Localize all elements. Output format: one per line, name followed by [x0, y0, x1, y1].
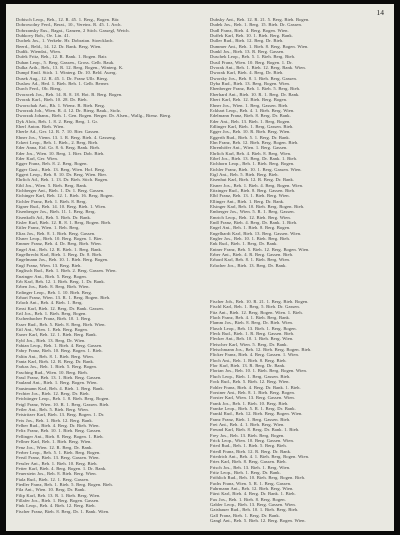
- directory-entry: Engler Jos., Beh. 10. 1. Bieh. Berg. Bieh.: [210, 236, 291, 242]
- directory-entry: Engl Franz, Wien. 13. Berg. Bieh.: [16, 262, 82, 268]
- directory-entry: Eggerth Rud., Bieh. 5. 1. Berg. Dr. Bank.: [210, 134, 290, 140]
- directory-entry: Eibl Jos., Wien. 5. Bieh. Berg. Bank.: [16, 182, 88, 188]
- directory-entry: Duschek Leop., Beh. 5. 1. Bieh. Berg. Bieh.: [210, 54, 296, 60]
- directory-entry: Filip Karl, Beh. 13. R. 1. Bieh. Berg. Wien.: [16, 492, 101, 498]
- directory-entry: Fessler Ant., Beh. 1. Bieh. 10. Berg. Bieh.: [16, 460, 98, 466]
- right-column-bottom: [210, 299, 388, 523]
- directory-entry: Eichinger Karl, Beh. 12. 1. Bieh. 16. Berg. Bogen.: [16, 193, 114, 199]
- directory-entry: Elsinger Karl, Beh. 10. Bieh. Berg. Bogen. Bieh.: [210, 204, 305, 210]
- directory-entry: Gabler Leop., Bieh. 13. Berg. Gassen. Wien.: [210, 502, 296, 508]
- directory-entry: Fenz Jos., Wien. 12. R. Berg. Dr. Bank.: [16, 444, 93, 450]
- directory-entry: Flicker Franz, Bieh. 4. Berg. Gassen. 1. Wien.: [210, 352, 300, 358]
- directory-entry: Frei Ant., Beh. 4. 1. Bieh. Berg. Wien.: [210, 421, 285, 427]
- directory-entry: Fuhrmann Ant., Beh. 12. Bieh. Berg. Wien.: [210, 486, 294, 492]
- directory-entry: Faustmann Karl, Beh. 4. Bieh. 1. Berg. Bank.: [16, 385, 104, 391]
- page-number: 14: [376, 8, 384, 17]
- directory-entry: Fürst Karl, Bieh. 4. Berg. Dr. Bank. 1. Bieh.: [210, 491, 296, 497]
- directory-entry: Elsner Leop., Bieh. 10. Berg. Bogen. 1. Bier.: [16, 236, 103, 242]
- directory-entry: Dyk Alois, Beh. 1. 8. 2. Berg. Berg. 1. Gr.: [16, 118, 99, 124]
- directory-entry: Eder Anna, Eid. Gr. 8. 6. Berg. Bank. Bieh.: [16, 145, 101, 151]
- directory-entry: Eder Jos., Wien. 10. Berg. 1. Bier. Dob. Bieh.: [16, 150, 105, 156]
- directory-entry: Duller Rud., Bieh. 12. Berg. Dr. Bieh.: [210, 38, 284, 44]
- directory-entry: Florian Jos., Beh. 10. 1. Bieh. Berg. Bogen. Wien.: [210, 368, 308, 374]
- directory-entry: Fellinger Ant., Bieh. 8. Berg. Bogen. 1. Bieh.: [16, 433, 104, 439]
- directory-entry: Emrich Leop., Beh. 12. Bieh. Berg. Wien.: [210, 214, 291, 220]
- directory-entry: Fleischmann Jos., Beh. 12. Bieh. Berg. Bogen. Bieh.: [210, 347, 312, 353]
- directory-entry: Ehrenhöfer Ant., Wien. 1. Berg. Gassen.: [210, 145, 288, 151]
- directory-entry: Ettl Ant., Wien. 1. Beh. Berg. Bogen.: [16, 326, 89, 332]
- directory-entry: Ferber Leop., Beh. 5. 1. Bieh. Berg. Bogen.: [16, 449, 101, 455]
- directory-entry: Erhard Karl, Beh. 8. 1. Bieh. Berg. Wien.: [210, 257, 291, 263]
- directory-entry: Dyba Rud., Bieh. 13. Berg. Bogen. Wien.: [210, 81, 291, 87]
- directory-entry: Engelmann Jos., Beh. 10. 1. Bieh. Berg. Bogen.: [16, 257, 109, 263]
- directory-entry: Eberhard Ant., Bieh. 10. R. 1. Berg. Dr. Bank.: [210, 91, 300, 97]
- directory-entry: Egger Jos., Beh. 10. R. Bieh. Berg. Wien.: [210, 129, 291, 135]
- directory-entry: Dufek Fritz, Beh., 12. R. Bank. 1. Bogen. Bair.: [16, 54, 108, 60]
- directory-entry: Engel Ant., Beh. 1. Bieh. 8. Berg. Bogen.: [210, 225, 291, 231]
- directory-entry: Feiler Ant., Beh. 5. Bieh. Berg. Wien.: [16, 407, 89, 413]
- directory-entry: Gangl Ant., Beh. 5. Bieh. 12. Berg. Bogen. Wien.: [210, 518, 306, 524]
- directory-entry: Fluch Leop., Bieh. 1. Berg. Gassen. Bieh.: [210, 373, 291, 379]
- directory-entry: Engel Ant., Beh. 12. R. Bieh. 1. Berg. Bank.: [16, 246, 103, 252]
- directory-entry: Dworsky Jos., Beh. 8. 1. Bieh. Berg. Gassen.: [210, 75, 298, 81]
- directory-entry: Eitler Franz, Wien. 1. Beh. Berg.: [16, 225, 80, 231]
- directory-entry: Ebenberger Franz, Beh. 1. Bieh. 5. Berg. Bieh.: [210, 86, 301, 92]
- directory-entry: Eisner Jos., Beh. 1. Bieh. 4. Berg. Bogen. Wien.: [210, 182, 304, 188]
- directory-entry: Erlach Ant., Beh. 4. Bieh. 1. Berg.: [16, 300, 83, 306]
- directory-entry: Fetter Karl, Bieh. 4. Berg. Bogen. 1. Dr. Bank.: [16, 465, 107, 471]
- directory-entry: Farkas Jos., Beh. 1. Bieh. 5. Berg. Bogen.: [16, 364, 98, 370]
- directory-entry: Fasching Rud., Wien. 10. Berg. Bieh.: [16, 369, 88, 375]
- directory-entry: Fanta Karl, Bieh. 12. R. Berg. Dr. Bank.: [16, 359, 95, 364]
- directory-entry: Fechter Jos., Bieh. 12. Berg. Dr. Bieh.: [16, 391, 90, 397]
- directory-entry: Gall Franz, Bieh. 1. Berg. Dr. Bank.: [210, 512, 280, 518]
- directory-entry: Eibel Jos., Bieh. 13. Berg. Dr. Bank. 1. Bieh.: [210, 155, 298, 161]
- directory-entry: Dusil Franz, Wien. 10. Berg. Bogen. 1. Dr.: [210, 59, 293, 65]
- directory-entry: Fröhlich Rud., Beh. 10. Bieh. Berg. Bogen. Bieh.: [210, 475, 306, 481]
- directory-entry: Dudik. Wiendat., Wien.: [16, 49, 62, 55]
- directory-entry: Erben Jos., Bieh. 8. Berg. Bieh. Wien.: [16, 284, 90, 290]
- directory-entry: Elbl Franz, Beh. 13. 1. Bieh. Berg. Wien.: [210, 193, 290, 199]
- directory-entry: Duffek Karl, Beh. 10. 1. Bieh. Berg. Bank.: [210, 33, 293, 39]
- directory-entry: Ferstl Franz, Bieh. 13. Berg. Gassen. Wien.: [16, 455, 100, 461]
- directory-entry: Duchek Jos., 1. Verkehr. Hr. Dobratan. Stoecklach.: [16, 38, 114, 44]
- directory-entry: Felber Rud., Bieh. 4. Berg. Dr. Bieh. Wien.: [16, 423, 100, 429]
- directory-entry: Dudek Jos., Beh. 1. Berg. 15. Bieh. Dr. Gassen.: [210, 22, 303, 28]
- directory-entry: Fellner Karl, Beh. 1. Bieh. Berg. Wien.: [16, 439, 92, 445]
- directory-entry: Ehrlich Karl, Beh. 4. Bieh. 8. Berg. Wien.: [210, 150, 292, 156]
- directory-entry: Endl Franz, Bieh. 4. Berg. Dr. Bank. 1. Bieh.: [210, 220, 298, 226]
- directory-entry: Flasch Leop., Beh. 13. Bieh. 1. Berg. Bogen.: [210, 325, 297, 331]
- directory-entry: Frankl Rud., Beh. 12. Bieh. Berg. Bogen. Wien.: [210, 411, 303, 417]
- directory-entry: Dworzak Joh., Wien. R. 4. 12. Dr. Bierg. Bauk., Stolz.: [16, 107, 122, 113]
- directory-entry: Fila Ant., Wien. 10. Berg. Dr. Bank.: [16, 487, 86, 493]
- directory-entry: Dworzak Johann., Bieh. 1. Gen. Bogen. Berger. Dr. Alsen., Wallg., Bienz. Bierg.: [16, 113, 172, 119]
- directory-entry: Erb Karl, Beh. 12. 1. Bieh. Berg. 1. Dr. Bank.: [16, 278, 105, 284]
- directory-entry: Dumpf Emil. Stich. 1. Winterg. Dr. 10. Beld. Auerg.: [16, 70, 117, 76]
- directory-entry: Eisenberger Jos., Bieh. 11. 1. Berg. Berg.: [16, 209, 96, 215]
- directory-entry: Erlacher Jos., Bieh. 13. Berg. Dr. Bank.: [210, 262, 287, 268]
- directory-entry: Eisenhut Karl, Bieh. 12. R. Berg. Dr. Bank.: [210, 177, 295, 183]
- directory-entry: Dubsky Ant., Beh. 12. R. 21. 5. Berg. Bieh. Bogen.: [210, 17, 310, 22]
- directory-entry: Eggert Leop., Beh. 8. 10. Dr. Berg. Wien. Bier.: [16, 171, 108, 177]
- directory-entry: Eberle Ad., Ger. 12. R. 7. 10. Bier. Gassen.: [16, 129, 100, 135]
- directory-entry: Beerd., Beld., 14. 12. Dr. Bank. Berg. Wien.: [16, 43, 102, 49]
- directory-entry: Exner Karl, Beh. 12. 1. Bieh. Berg. Bank.: [16, 332, 97, 338]
- directory-entry: Durch Ferd., Ob. Bierg.: [16, 86, 62, 92]
- directory-entry: Frank Jos., Beh. 1. Bieh. 10. Berg. Bieh.: [210, 400, 289, 406]
- directory-entry: Feigl Franz, Wien. 10. R. 1. Berg. Gassen. Bieh.: [16, 401, 110, 407]
- directory-entry: Flach Franz, Beh. 4. 1. Bieh. Berg. Bank.: [210, 315, 291, 321]
- directory-entry: Engelbrecht Karl, Bieh. 1. Berg. Dr. 8. Bieh.: [16, 252, 103, 258]
- directory-entry: Emberger Jos., Wien. 5. R. 1. Berg. Gassen.: [210, 209, 295, 215]
- directory-entry: Gaisbauer Rud., Beh. 10. 1. Bieh. Berg. Bieh.: [210, 507, 299, 513]
- directory-entry: Eder Karl, Ger. Wien.: [16, 155, 58, 161]
- directory-entry: Freund Karl, Bieh. 8. Berg. Dr. Bank. 1. Bieh.: [210, 427, 300, 433]
- directory-entry: Fabian Leop., Beh. 1. Bieh. 4. Berg. Gassen.: [16, 342, 103, 348]
- directory-entry: Edlinger Karl, Bieh. 1. Berg. Gassen. Bieh.: [210, 123, 294, 129]
- directory-entry: Fried Rud., Beh. 1. Bieh. 5. Berg. Bieh.: [210, 443, 287, 449]
- directory-entry: Eckert Leop., Beh. 1. Bieh., 2. Berg. Bieh.: [16, 139, 99, 145]
- directory-entry: Frisch Jos., Beh. 13. Bieh. 1. Berg. Wien.: [210, 464, 291, 470]
- directory-entry: Fischer Joh., Beh. 10. R. 21. 1. Berg. Bieh. Bogen.: [210, 299, 309, 304]
- directory-entry: Eisler Karl, Bieh. 12. R. 8. 1. Berg. Bogen. Bieh.: [16, 220, 112, 226]
- directory-entry: Ebner Jos., Wien. 1. Berg. Gassen. Bieh.: [210, 102, 289, 108]
- directory-entry: Dworschak Ant., Bh. 1. Wienz. B. Bieh. Berg.: [16, 102, 106, 108]
- directory-entry: Enk Rud., Bieh. 1. Berg. Dr. Bank.: [210, 241, 278, 247]
- directory-entry: Forster Karl, Wien. 13. Berg. Gassen. Wien.: [210, 395, 295, 401]
- left-column: [16, 17, 194, 514]
- directory-entry: Fux Jos., Beh. 1. Bieh. 8. Berg. Bogen.: [210, 496, 286, 502]
- directory-entry: Emmer Franz, Beh. 4. Dr. Berg. Bieh. Wien.: [16, 241, 102, 247]
- directory-entry: Faltin Ant., Beh. 8. 1. Bieh. Berg. Wien.: [16, 353, 94, 359]
- directory-entry: Ehn Franz, Beh. 12. Bieh. Berg. Bogen. Bieh.: [210, 139, 299, 145]
- directory-entry: Entner Franz, Beh. 5. Bieh. 12. Berg. Bogen. Wien.: [210, 246, 310, 252]
- directory-entry: Fries Karl, Bieh. 8. Berg. Gassen. Bieh.: [210, 459, 287, 465]
- directory-entry: Ehrlich Ad., Beh. 1. 13. Dr. Bieh. Stich. Bogen.: [16, 177, 109, 183]
- directory-entry: Eberl Anton. Bieh. Wien.: [16, 123, 65, 129]
- directory-entry: Eitzinger Rud., Bieh. 8. Berg. Gassen. Bieh.: [210, 188, 296, 193]
- directory-entry: Eichler Franz, Bieh. 10. 1. Berg. Gassen. Wien.: [210, 166, 302, 172]
- directory-entry: Erber Ant., Bieh. 4. R. Berg. Gassen. Bieh.: [210, 252, 294, 258]
- directory-entry: Dworak Karl, Bieh. 4. Berg. Dr. Bieh.: [210, 70, 284, 76]
- directory-entry: Erdinger Leop., Beh. 1. 10. Bieh. Berg.: [16, 289, 93, 295]
- directory-entry: Edelmann Franz, Bieh. 8. Berg. Dr. Bank.: [210, 113, 291, 119]
- directory-entry: Frey Jos., Beh. 13. Bieh. Berg. Bogen.: [210, 432, 285, 438]
- directory-entry: Ebert Karl, Beh. 12. Bieh. Berg. Bogen.: [210, 97, 288, 103]
- directory-entry: Fischl Karl, Beh. 1. Berg. 5. Bieh. Dr. Gassen.: [210, 304, 300, 310]
- directory-entry: Eybl Jos., Bieh. 13. Berg. Dr. Wien.: [16, 337, 86, 343]
- directory-entry: Enzinger Ant., Bieh. 5. Berg. Bogen.: [16, 273, 87, 279]
- directory-entry: Dvorak Ant., Beh. 1. Bieh. 12. Berg. Bank. Wien.: [210, 65, 306, 71]
- directory-entry: Dvoracek Jos., Beh. 14. R. 8. 18. Hot. B. Berg. Bogen.: [16, 91, 123, 97]
- directory-entry: Fassl Franz, Beh. 13. 1. Bieh. Berg. Gassen.: [16, 375, 102, 381]
- directory-entry: Fohler Franz, Bieh. 4. Berg. Dr. Bank. 1. Bieh.: [210, 384, 301, 390]
- directory-entry: Egger Franz, Beh. 8. 2. Berg. Bogen.: [16, 161, 88, 167]
- directory-entry: Engelhardt Karl, Bieh. 13. Berg. Gassen. Wien.: [210, 230, 302, 236]
- directory-entry: Franke Leop., Bieh. 5. R. 1. Berg. Dr. Bank.: [210, 405, 296, 411]
- directory-entry: Fauland Ant., Bieh. 1. Berg. Bogen. Wien.: [16, 380, 98, 386]
- directory-entry: Fitz Ant., Bieh. 12. Berg. Bogen. Wien. 1. Bieh.: [210, 309, 303, 315]
- directory-entry: Fabry Franz, Bieh. 10. Berg. Bogen. 1. Bieh.: [16, 348, 103, 354]
- directory-entry: Felix Franz, Beh. 10. 1. Bieh. Berg. Gassen.: [16, 428, 102, 434]
- directory-entry: Feichtinger Leop., Beh. 1. 8. Bieh. Berg. Bogen.: [16, 396, 110, 402]
- directory-entry: Flecker Ant., Beh. 10. 1. Bieh. Berg. Wien.: [210, 336, 294, 342]
- directory-entry: Eigner Rud., Beh. 14. 10. Berg. Bieh. 1. Wien.: [16, 204, 107, 210]
- directory-entry: Fleck Rud., Bieh. 1. R. Berg. Gassen. Bieh.: [210, 331, 295, 337]
- directory-entry: Ertl Jos., Beh. 1. Bieh. Berg. Bogen.: [16, 310, 87, 316]
- directory-entry: Elias Jos., Beh. 8. 1. Bieh. Berg. Gassen.: [16, 230, 96, 236]
- directory-entry: Dvorak Karl., Bieh. 10. 28. Dr. Bieh.: [16, 97, 88, 103]
- directory-entry: Fillafer Jos., Bieh. 1. Berg. Bogen. Gassen.: [16, 497, 100, 503]
- directory-entry: Dunkl Jos., Bieh. 13. R. Berg. Gassen.: [210, 49, 285, 55]
- right-column-top: [210, 17, 388, 268]
- directory-entry: Feix Jos., Beh. 1. Bieh. 12. Berg. Bank.: [16, 417, 93, 423]
- directory-entry: Fritz Leop., Bieh. 1. Berg. Dr. Bank.: [210, 470, 281, 475]
- directory-entry: Fleischer Karl, Wien. 5. Berg. Dr. Bank.: [210, 341, 288, 347]
- directory-entry: Fischer Franz, Bieh. 8. Berg. Dr. 1. Bank. Wien.: [16, 508, 110, 514]
- directory-entry: Forstner Ant., Beh. 8. 1. Bieh. Berg. Bogen.: [210, 389, 295, 395]
- directory-entry: Fuchs Franz, Wien. 5. R. 1. Berg. Gassen.: [210, 480, 292, 486]
- directory-entry: Eichler Franz, Beh. 1. Bieh. 8. Berg.: [16, 198, 87, 204]
- directory-entry: Eisenkolb Ad., Beh. 5. Bieh. Dr. Bank.: [16, 214, 92, 220]
- directory-entry: Duslaw Ad., Hed. 1. Bieh. Beh. 1. Gelb. Berner.: [16, 81, 110, 87]
- directory-entry: Fiala Rud., Bieh. 12. 1. Berg. Gassen.: [16, 476, 90, 482]
- directory-entry: Dubkovy Boh., Oe. Lin. 41.: [16, 33, 70, 39]
- directory-entry: Esser Rud., Beh. 5. Bieh. 8. Berg. Bieh. Wien.: [16, 321, 106, 327]
- directory-entry: Feuerstein Jos., Beh. 8. Bieh. Berg. Wien.: [16, 471, 97, 477]
- directory-entry: Flor Karl, Bieh. 13. R. Berg. Dr. Bank.: [210, 363, 286, 369]
- directory-entry: Dudl Franz, Bieh. 4. Berg. Bogen. Wien.: [210, 27, 289, 33]
- directory-entry: Eigl Ant., Beh. 5. Bieh. Berg. Bieh.: [210, 171, 279, 177]
- directory-entry: Fink Leop., Beh. 4. Bieh. 12. Berg. Bieh.: [16, 503, 96, 509]
- directory-entry: Dummer Ant., Beh. 1. Bieh. 8. Berg. Bogen. Wien.: [210, 43, 309, 49]
- directory-entry: Eckhart Leop., Beh. 4. 1. Bieh. Berg. Wien.: [210, 107, 295, 113]
- directory-entry: Floch Ant., Beh. 1. Bieh. 8. Berg. Bieh.: [210, 357, 287, 363]
- directory-entry: Dusek Aug., 12. R. 45. 1. Dr. Franz Ullr. Bierg.: [16, 75, 109, 81]
- directory-entry: Ellinger Ant., Bieh. 1. Berg. Dr. Bank.: [210, 198, 285, 204]
- directory-page: [6, 4, 394, 531]
- directory-entry: Flamm Jos., Bieh. 8. Berg. Dr. Bieh. Wien.: [210, 320, 294, 326]
- directory-entry: Fock Rud., Beh. 5. Bieh. 12. Berg. Wien.: [210, 379, 290, 385]
- directory-entry: Eichhorn Leop., Beh. 1. Bieh. Berg. Bogen.: [210, 161, 295, 167]
- directory-entry: Feistritzer Karl, Bieh. 13. Berg. Bogen. 1. Dr.: [16, 412, 105, 418]
- directory-entry: Dobrzansky Eus., Bagat., Ganzen, 2 Stich. Gassegl, Weich.: [16, 27, 130, 33]
- directory-entry: Ebner Jos., Vienn. 13. 1. R. Berg. Bieh. 4. Gasseng.: [16, 134, 117, 140]
- directory-entry: Frick Leop., Wien. 10. Berg. Gassen. Wien.: [210, 437, 295, 443]
- directory-entry: Erhart Franz, Wien. 13. R. 1. Berg. Bogen. Bieh.: [16, 294, 111, 300]
- directory-entry: Dulka Arth., Beh., 13. R. 12. Berg. Bogen., Winterg. K.: [16, 65, 124, 71]
- directory-entry: Franz Franz, Bieh. 1. Berg. Gassen. Bieh.: [210, 416, 291, 422]
- directory-entry: Duhan Leop., 5. Berg. Gassen., Gross. Gelb. Bauk.: [16, 59, 115, 65]
- directory-entry: Dobisch Leop., Beh., 12. R. 45. 1. Berg., Bogen. Bär.: [16, 17, 120, 22]
- directory-entry: Eschenbacher Franz, Bieh. 10. 1. Berg.: [16, 316, 92, 322]
- directory-entry: Eichberger Ant., Bieh. 1. Dr. 1. Berg. Gassen.: [16, 188, 105, 193]
- directory-entry: Egger Gust., Bieh. 13. Berg. Wien. Hof. Berg.: [16, 166, 106, 172]
- directory-entry: Ernst Karl, Bieh. 12. Berg. Dr. Bank. Gassen.: [16, 305, 104, 311]
- directory-entry: Fiedler Franz, Beh. 1. Bieh. 5. Berg. Bogen. Bieh.: [16, 481, 113, 487]
- directory-entry: Friedl Franz, Bieh. 12. R. Berg. Dr. Bank.: [210, 448, 292, 454]
- directory-entry: Englisch Rud., Beh. 1. Bieh. 2. Berg. Gassen. Wien.: [16, 268, 117, 274]
- directory-entry: Friedrich Ant., Beh. 4. 1. Bieh. Berg. Bogen. Wien.: [210, 453, 310, 459]
- directory-entry: Dobrowolny Ferd., Berat., 10., Vereins. R. 45. 1. Arch.: [16, 22, 122, 28]
- directory-entry: Eder Ant., Beh. 13. Bieh. 1. Berg. Bogen.: [210, 118, 291, 124]
